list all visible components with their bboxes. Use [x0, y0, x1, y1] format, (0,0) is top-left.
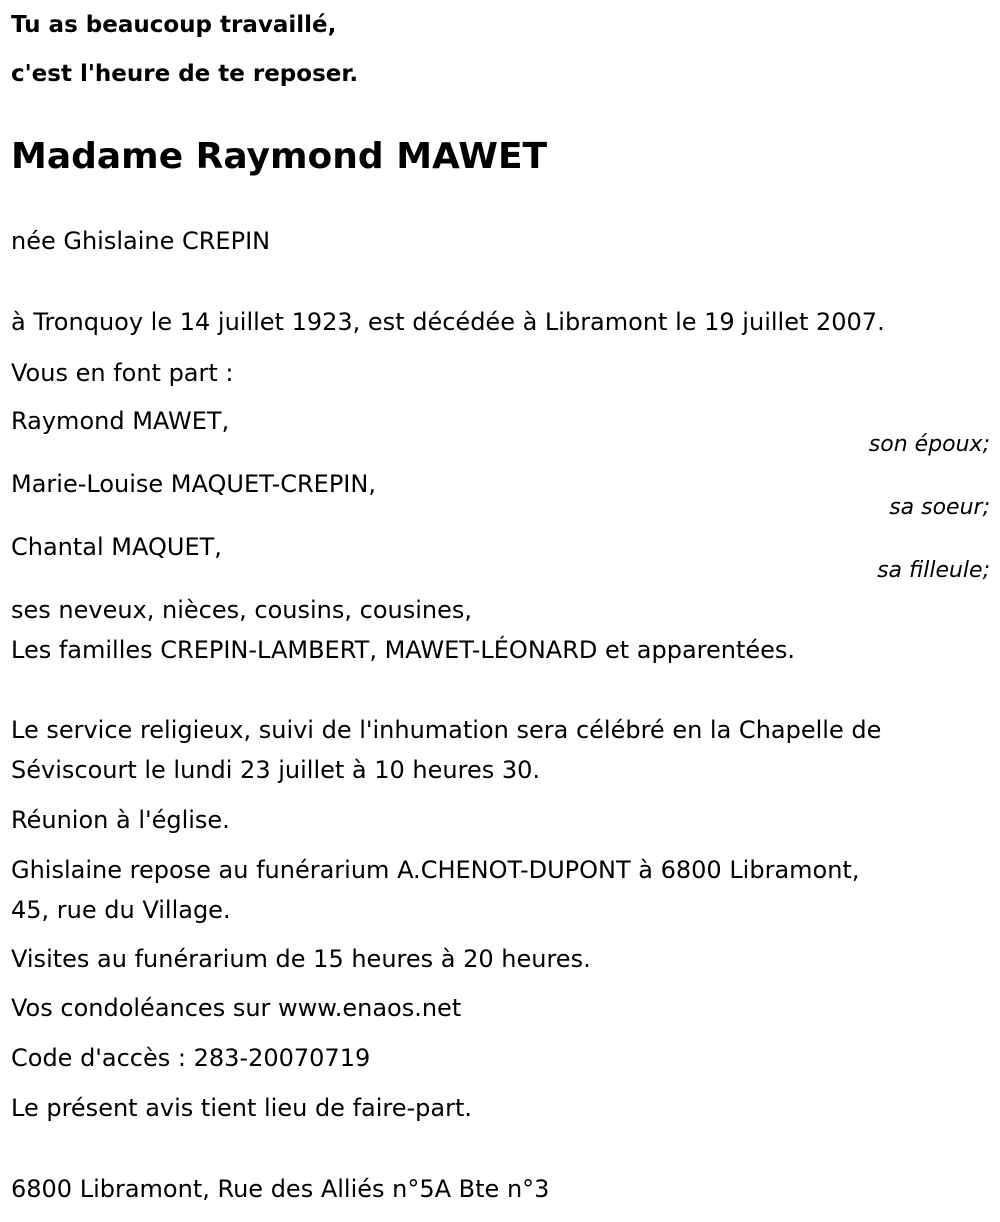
verse-line-2: c'est l'heure de te reposer.	[11, 61, 359, 87]
extended-family-line-1: ses neveux, nièces, cousins, cousines,	[11, 596, 472, 624]
mourner-name: Marie-Louise MAQUET-CREPIN,	[11, 470, 376, 498]
meeting-line: Réunion à l'église.	[11, 806, 230, 834]
funeral-home-line-1: Ghislaine repose au funérarium A.CHENOT-DUPONT à 6800 Libramont,	[11, 856, 860, 884]
announcement-intro: Vous en font part :	[11, 359, 234, 387]
mourner-relation: son époux;	[868, 432, 990, 457]
birth-death-line: à Tronquoy le 14 juillet 1923, est décédée à Libramont le 19 juillet 2007.	[11, 308, 885, 336]
service-line-1: Le service religieux, suivi de l'inhumation sera célébré en la Chapelle de	[11, 716, 882, 744]
extended-family-line-2: Les familles CREPIN-LAMBERT, MAWET-LÉONARD et apparentées.	[11, 636, 796, 664]
mourner-name: Raymond MAWET,	[11, 407, 230, 435]
mourner-name: Chantal MAQUET,	[11, 533, 222, 561]
mourner-relation: sa soeur;	[889, 495, 990, 520]
verse-line-1: Tu as beaucoup travaillé,	[11, 12, 337, 38]
deceased-name: Madame Raymond MAWET	[11, 136, 548, 177]
access-code-line: Code d'accès : 283-20070719	[11, 1044, 371, 1072]
condolences-line: Vos condoléances sur www.enaos.net	[11, 994, 462, 1022]
mourner-relation: sa filleule;	[877, 558, 990, 583]
address-line: 6800 Libramont, Rue des Alliés n°5A Bte n°3	[11, 1175, 550, 1203]
visits-line: Visites au funérarium de 15 heures à 20 heures.	[11, 945, 591, 973]
maiden-name: née Ghislaine CREPIN	[11, 227, 271, 255]
notice-line: Le présent avis tient lieu de faire-part.	[11, 1094, 473, 1122]
funeral-home-line-2: 45, rue du Village.	[11, 896, 231, 924]
service-line-2: Séviscourt le lundi 23 juillet à 10 heures 30.	[11, 756, 541, 784]
